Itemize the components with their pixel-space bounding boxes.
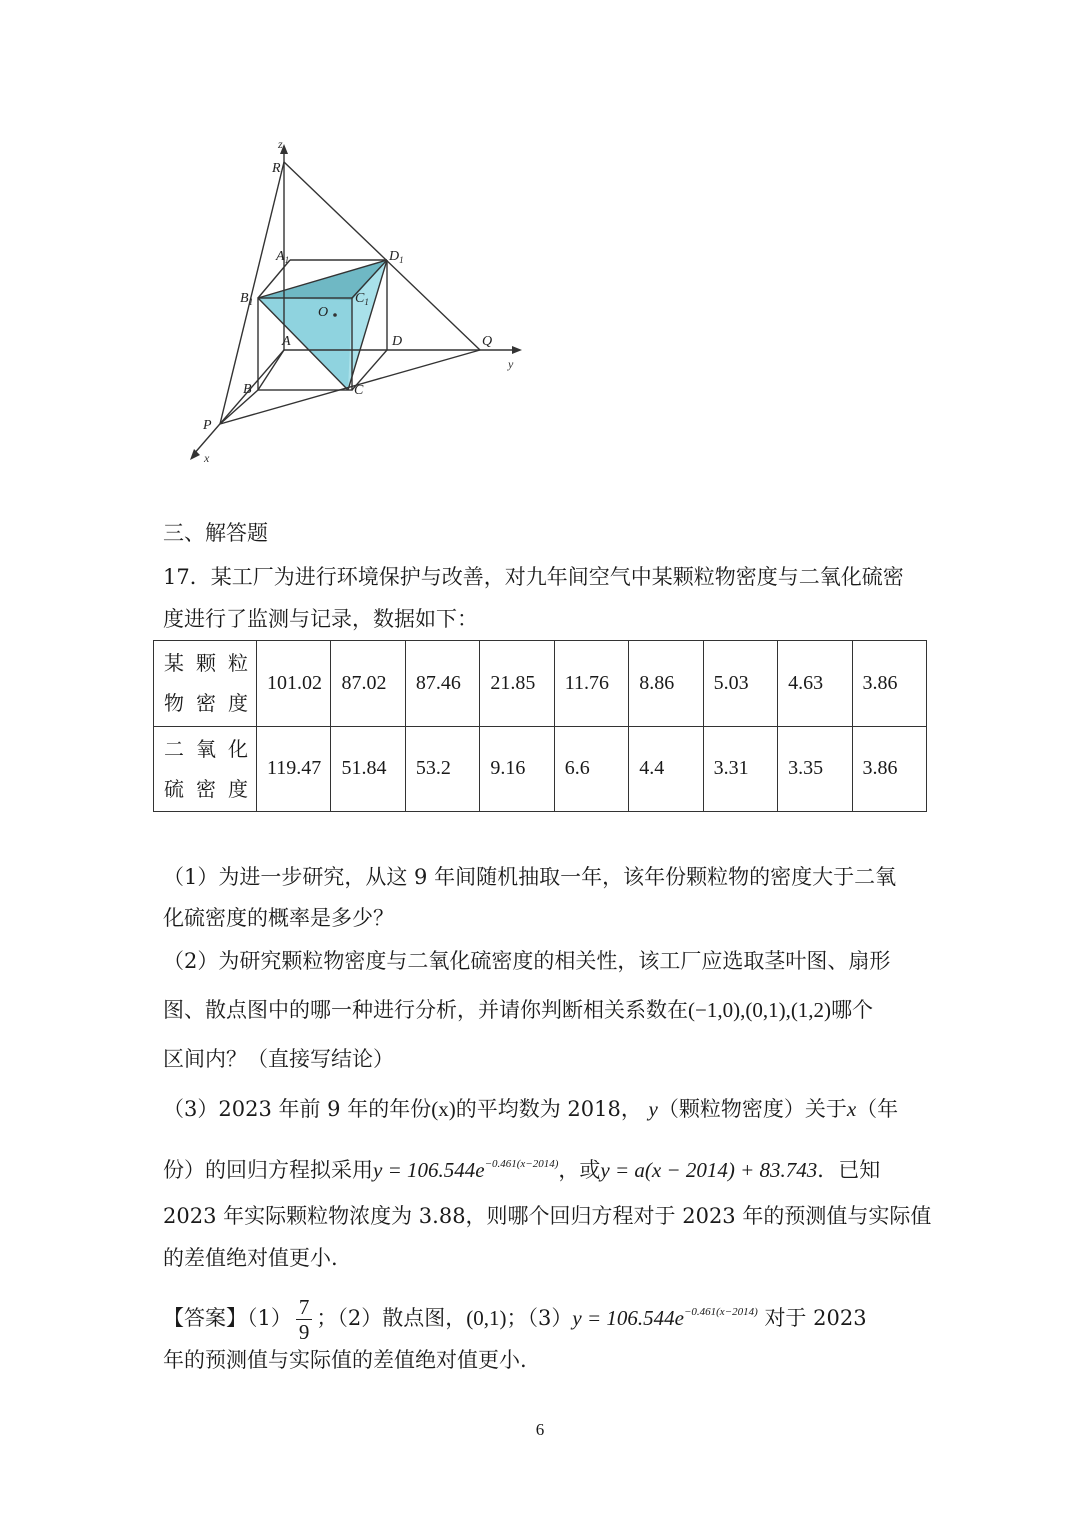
q1-line-2: 化硫密度的概率是多少？ xyxy=(163,906,394,930)
regression-equation-1: $y = 106.544e^{-0.461(x-2014)}$ xyxy=(373,1158,559,1182)
table-cell: 9.16 xyxy=(480,726,554,812)
label-d1: $D_1$ xyxy=(389,249,404,265)
q2-line-1: （2）为研究颗粒物密度与二氧化硫密度的相关性，该工厂应选取茎叶图、扇形 xyxy=(163,949,891,973)
row-header: 某颗粒 物密度 xyxy=(154,641,257,727)
page-number: 6 xyxy=(535,1420,545,1439)
label-x: x xyxy=(204,451,210,465)
q3-line-4: 的差值绝对值更小. xyxy=(163,1246,338,1270)
table-cell: 3.86 xyxy=(852,641,927,727)
point-o xyxy=(333,313,337,317)
label-r: R xyxy=(272,161,281,176)
section-title: 三、解答题 xyxy=(163,521,268,545)
geometry-figure xyxy=(160,130,560,480)
label-d: D xyxy=(392,334,403,349)
interval-list: (−1,0),(0,1),(1,2) xyxy=(688,998,832,1022)
table-cell: 101.02 xyxy=(257,641,331,727)
label-y: y xyxy=(508,357,514,371)
table-cell: 8.86 xyxy=(629,641,703,727)
answer-equation: $y = 106.544e^{-0.461(x-2014)}$ xyxy=(572,1306,758,1330)
table-row xyxy=(154,641,927,727)
table-cell: 51.84 xyxy=(331,726,405,812)
table-cell: 4.63 xyxy=(778,641,852,727)
label-o: O xyxy=(318,305,329,320)
q2-line-3: 区间内？（直接写结论） xyxy=(163,1047,394,1071)
table-cell: 3.31 xyxy=(703,726,777,812)
label-b: B xyxy=(243,382,252,397)
label-a1: $A_1$ xyxy=(276,249,290,265)
row-header: 二氧化 硫密度 xyxy=(154,726,257,812)
q1-line-1: （1）为进一步研究，从这 9 年间随机抽取一年，该年份颗粒物的密度大于二氧 xyxy=(163,865,897,889)
label-c1: $C_1$ xyxy=(355,291,369,307)
table-cell: 5.03 xyxy=(703,641,777,727)
table-cell: 4.4 xyxy=(629,726,703,812)
table-cell: 21.85 xyxy=(480,641,554,727)
table-cell: 87.02 xyxy=(331,641,405,727)
table-row xyxy=(154,726,927,812)
table-cell: 87.46 xyxy=(405,641,479,727)
data-table xyxy=(153,640,927,812)
problem-line-2: 度进行了监测与记录，数据如下： xyxy=(163,607,478,631)
q3-line-3: 2023 年实际颗粒物浓度为 3.88，则哪个回归方程对于 2023 年的预测值与实际值 xyxy=(163,1204,932,1228)
table-cell: 3.86 xyxy=(852,726,927,812)
problem-line-1: 17．某工厂为进行环境保护与改善，对九年间空气中某颗粒物密度与二氧化硫密 xyxy=(163,565,904,589)
q2-line-2: 图、散点图中的哪一种进行分析，并请你判断相关系数在(−1,0),(0,1),(1,2)哪个 xyxy=(163,998,874,1022)
label-a: A xyxy=(282,334,291,349)
regression-equation-2: y = a(x − 2014) + 83.743 xyxy=(600,1158,818,1182)
x-arrow xyxy=(190,449,200,460)
table-cell: 3.35 xyxy=(778,726,852,812)
answer-line-1: 【答案】（1） $\frac{7}{9}$ ；（2）散点图，(0,1)；$(3)y = 106.544e^{-0.461(x-2014)}$ 对于 2023 xyxy=(163,1295,867,1344)
label-b1: $B_1$ xyxy=(240,291,254,307)
table-cell: 11.76 xyxy=(554,641,628,727)
answer-fraction: $\frac{7}{9}$ xyxy=(296,1295,313,1344)
y-arrow xyxy=(512,346,522,354)
label-c: C xyxy=(354,383,364,398)
table-cell: 53.2 xyxy=(405,726,479,812)
q3-line-2: 份）的回归方程拟采用$y = 106.544e^{-0.461(x-2014)}$，或y = a(x − 2014) + 83.743．已知 xyxy=(163,1158,881,1182)
q3-line-1: （3）2023 年前 9 年的年份(x)的平均数为 2018， y（颗粒物密度）关于x（年 xyxy=(163,1097,899,1121)
table-cell: 119.47 xyxy=(257,726,331,812)
answer-line-2: 年的预测值与实际值的差值绝对值更小. xyxy=(163,1348,527,1372)
label-p: P xyxy=(203,418,212,433)
table-cell: 6.6 xyxy=(554,726,628,812)
label-q: Q xyxy=(482,334,493,349)
label-z: z xyxy=(278,137,283,151)
